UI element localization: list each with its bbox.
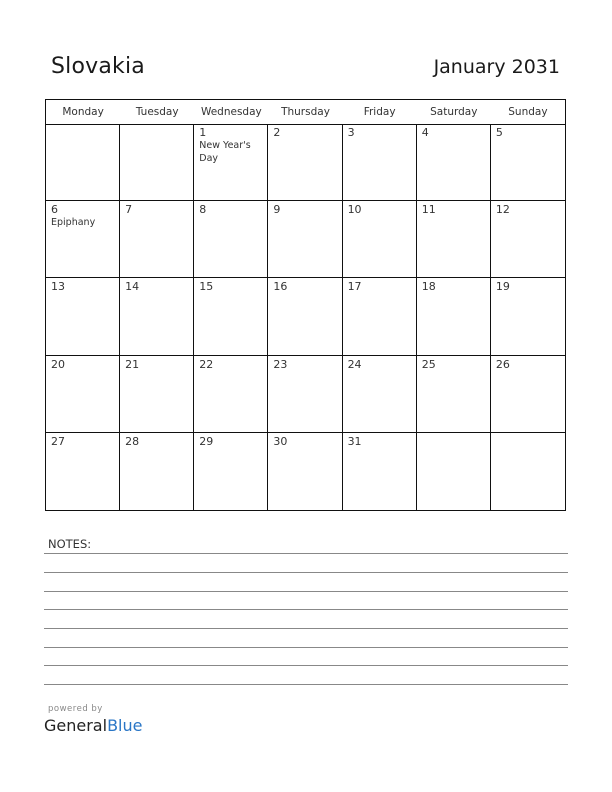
day-number: 14 bbox=[125, 280, 140, 294]
day-cell bbox=[417, 433, 491, 510]
day-cell bbox=[343, 124, 417, 201]
day-number: 13 bbox=[51, 280, 65, 294]
day-cell bbox=[343, 201, 417, 278]
day-cell bbox=[343, 433, 417, 510]
calendar-grid bbox=[45, 99, 566, 511]
weekday-sunday: Sunday bbox=[508, 106, 548, 118]
holiday-label: Epiphany bbox=[51, 217, 96, 229]
day-number: 20 bbox=[51, 357, 65, 371]
day-cell bbox=[120, 278, 194, 355]
weekday-header-row bbox=[46, 100, 565, 125]
day-number: 3 bbox=[347, 126, 355, 139]
day-number: 25 bbox=[421, 357, 436, 371]
day-number: 8 bbox=[199, 203, 207, 217]
day-cell bbox=[491, 124, 565, 201]
day-cell bbox=[343, 356, 417, 433]
notes-line bbox=[44, 553, 568, 554]
day-number: 16 bbox=[273, 280, 288, 294]
day-cell bbox=[120, 201, 194, 278]
calendar-country-title: Slovakia bbox=[51, 54, 145, 79]
calendar-month-title: January 2031 bbox=[433, 56, 560, 78]
day-number: 28 bbox=[125, 434, 140, 448]
day-number: 21 bbox=[125, 357, 140, 371]
day-number: 18 bbox=[421, 280, 436, 294]
notes-line bbox=[44, 572, 568, 573]
notes-line bbox=[44, 665, 568, 666]
day-cell bbox=[491, 201, 565, 278]
day-number: 26 bbox=[495, 357, 510, 371]
day-cell bbox=[194, 356, 268, 433]
day-number: 24 bbox=[347, 357, 362, 371]
day-number: 9 bbox=[273, 203, 281, 217]
day-number: 11 bbox=[421, 203, 436, 217]
day-cell bbox=[417, 356, 491, 433]
day-cell bbox=[120, 124, 194, 201]
day-cell bbox=[268, 124, 342, 201]
day-cell bbox=[491, 433, 565, 510]
day-cell bbox=[491, 356, 565, 433]
notes-line bbox=[44, 647, 568, 648]
day-number: 30 bbox=[273, 434, 288, 448]
day-number: 10 bbox=[347, 203, 362, 217]
day-number: 2 bbox=[273, 126, 281, 139]
day-cell bbox=[194, 433, 268, 510]
day-cell bbox=[417, 124, 491, 201]
day-number: 15 bbox=[199, 280, 214, 294]
brand-general: General bbox=[44, 716, 108, 735]
day-cells bbox=[46, 124, 565, 510]
notes-label: NOTES: bbox=[48, 537, 92, 551]
day-cell bbox=[46, 124, 120, 201]
weekday-monday: Monday bbox=[62, 106, 104, 118]
weekday-saturday: Saturday bbox=[430, 106, 478, 118]
day-number: 17 bbox=[347, 280, 362, 294]
day-number: 12 bbox=[495, 203, 510, 217]
weekday-wednesday: Wednesday bbox=[200, 106, 262, 118]
day-cell bbox=[46, 356, 120, 433]
day-cell bbox=[417, 201, 491, 278]
day-cell bbox=[417, 278, 491, 355]
day-number: 22 bbox=[199, 357, 214, 371]
notes-line bbox=[44, 609, 568, 610]
day-cell bbox=[491, 278, 565, 355]
day-cell bbox=[120, 356, 194, 433]
day-cell bbox=[120, 433, 194, 510]
day-cell bbox=[194, 201, 268, 278]
day-number: 7 bbox=[125, 203, 133, 217]
day-cell bbox=[268, 278, 342, 355]
notes-line bbox=[44, 591, 568, 592]
brand-blue: Blue bbox=[107, 716, 143, 735]
holiday-label: New Year's Day bbox=[199, 140, 251, 164]
day-cell bbox=[194, 278, 268, 355]
day-cell bbox=[268, 356, 342, 433]
day-number: 5 bbox=[495, 126, 503, 139]
day-cell bbox=[268, 201, 342, 278]
day-cell bbox=[46, 433, 120, 510]
day-number: 1 bbox=[199, 126, 207, 139]
day-number: 23 bbox=[273, 357, 288, 371]
day-number: 31 bbox=[347, 434, 362, 448]
day-cell bbox=[46, 201, 120, 278]
day-number: 27 bbox=[51, 434, 65, 448]
day-number: 29 bbox=[199, 434, 214, 448]
notes-line bbox=[44, 684, 568, 685]
day-number: 19 bbox=[495, 280, 510, 294]
day-number: 4 bbox=[421, 126, 429, 139]
weekday-thursday: Thursday bbox=[281, 106, 330, 118]
day-cell bbox=[343, 278, 417, 355]
day-cell bbox=[194, 124, 268, 201]
powered-by-text: powered by bbox=[48, 704, 103, 714]
notes-line bbox=[44, 628, 568, 629]
brand-logo bbox=[44, 716, 142, 735]
day-cell bbox=[268, 433, 342, 510]
day-cell bbox=[46, 278, 120, 355]
day-number: 6 bbox=[51, 203, 58, 217]
weekday-friday: Friday bbox=[363, 106, 396, 118]
weekday-tuesday: Tuesday bbox=[135, 106, 179, 118]
